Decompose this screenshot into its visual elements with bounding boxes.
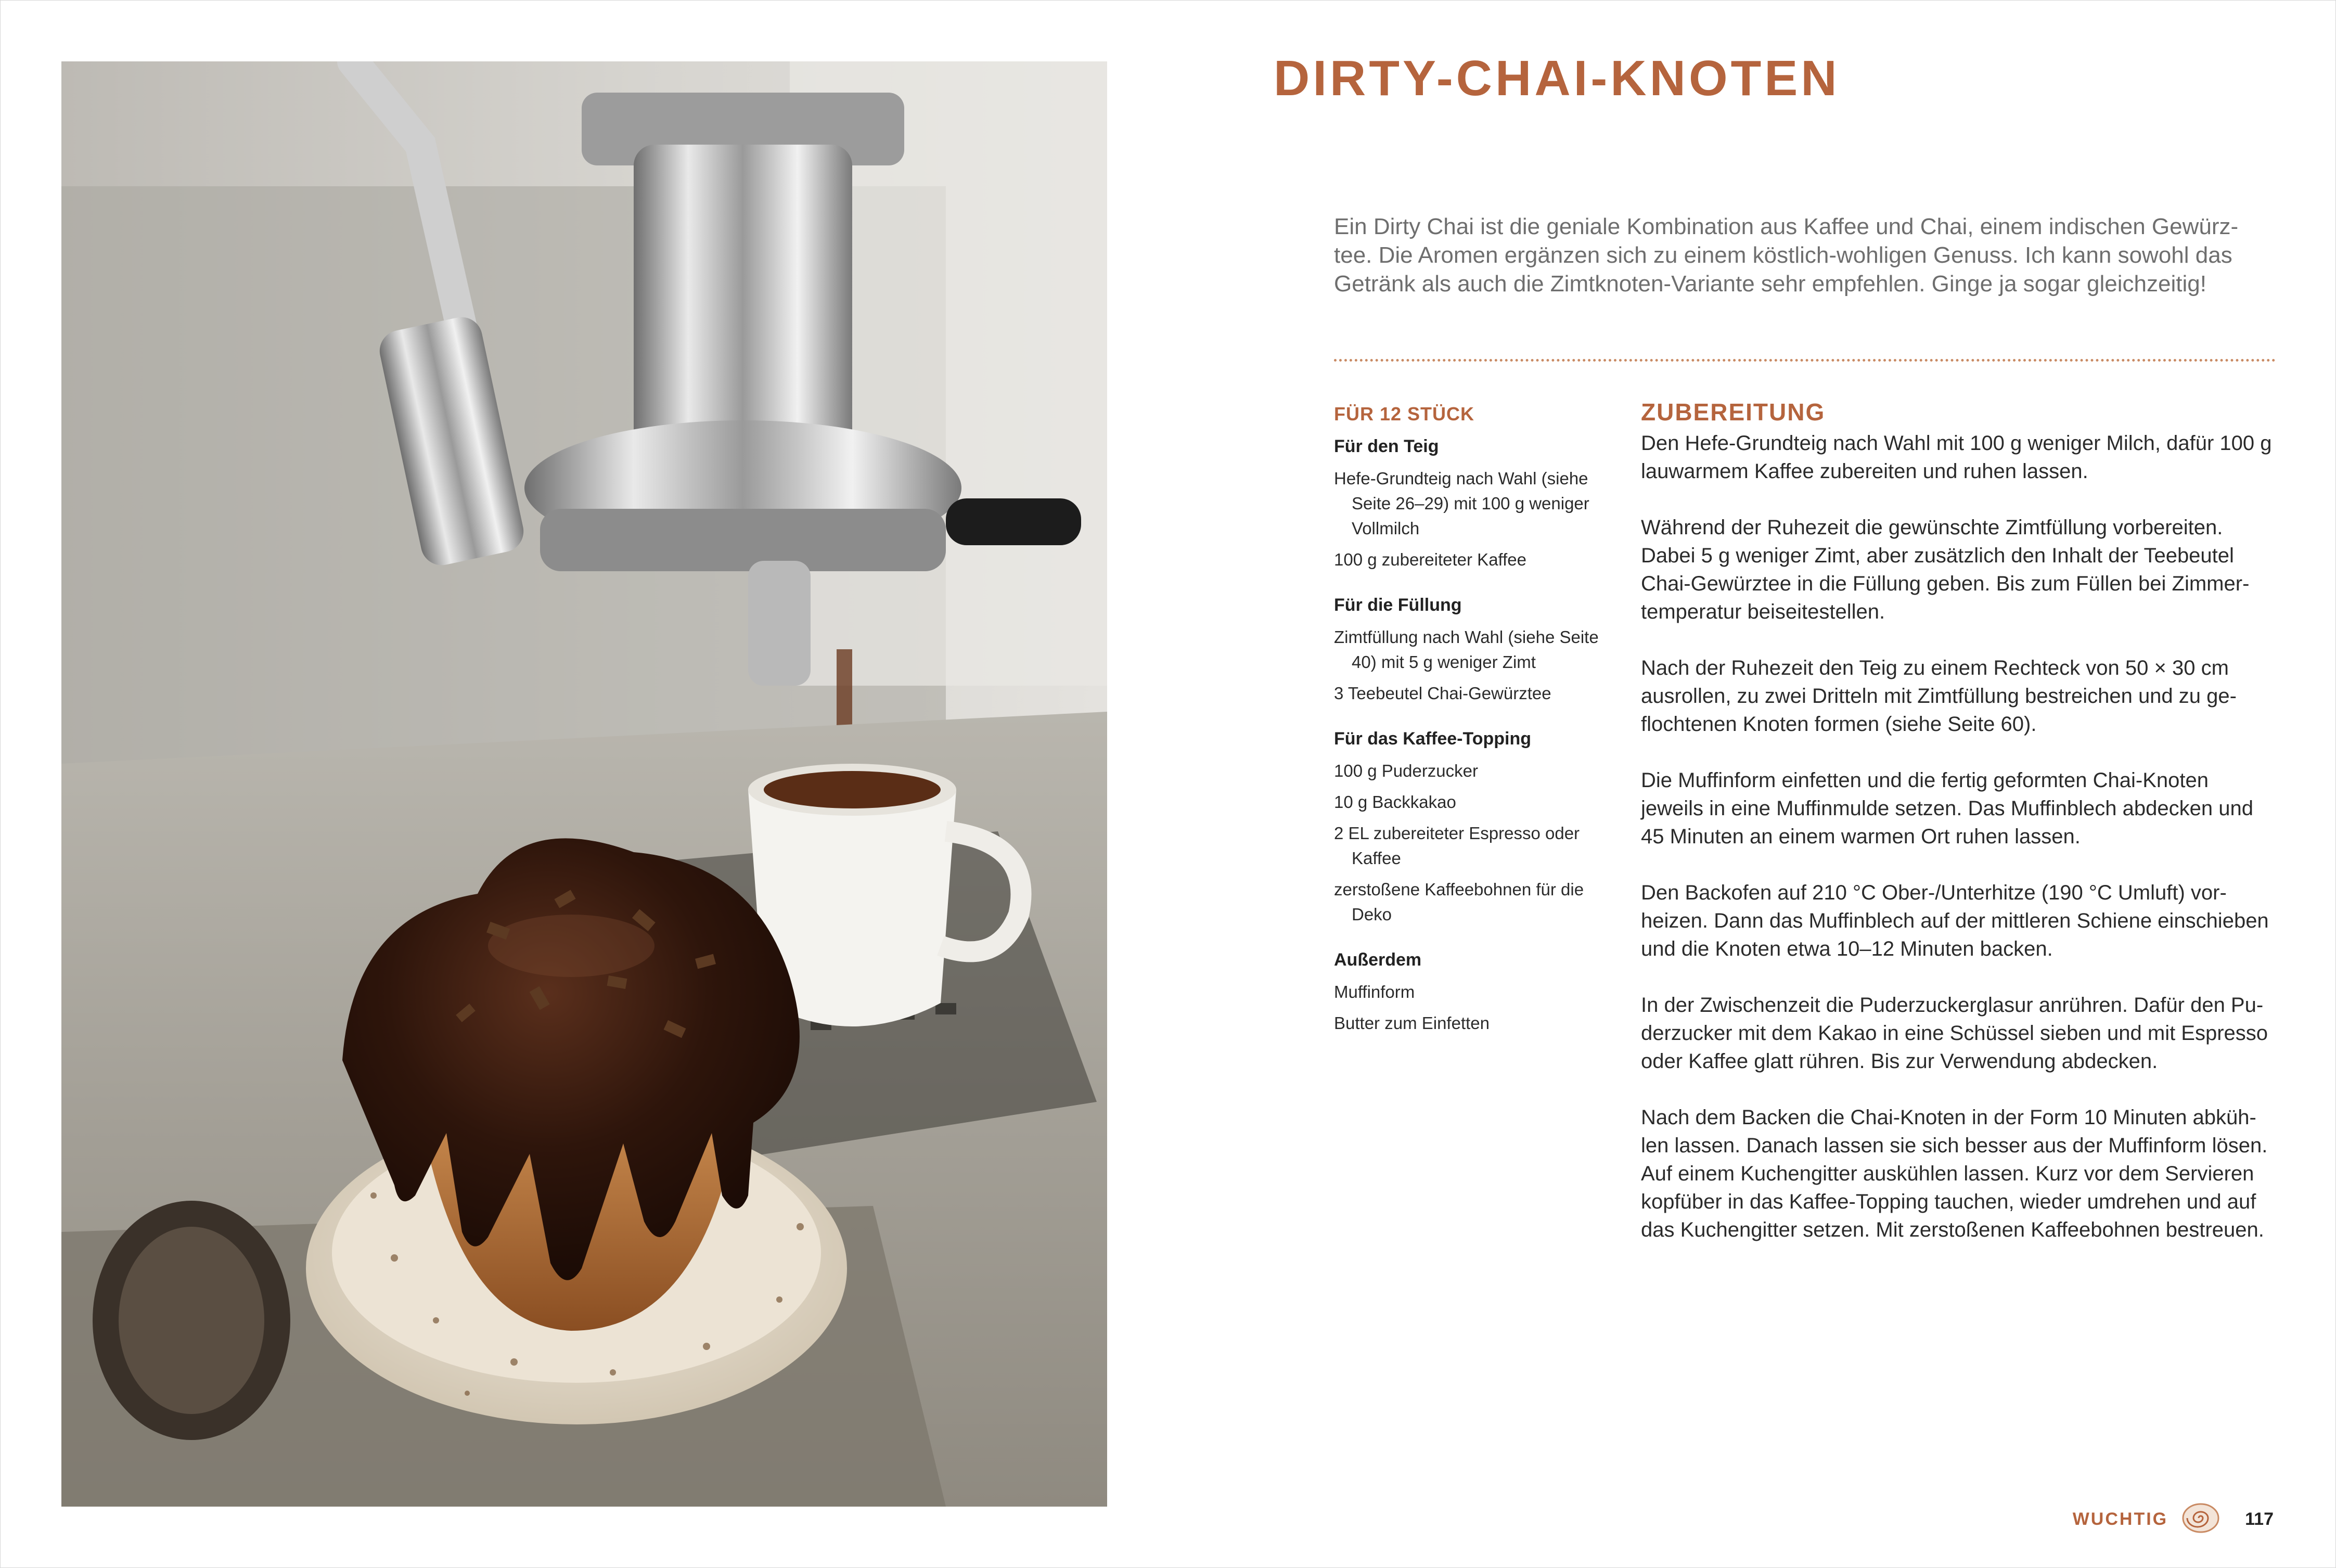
- ingredient-item: zerstoßene Kaffeebohnen für die Deko: [1334, 880, 1584, 924]
- recipe-title: DIRTY-CHAI-KNOTEN: [1274, 50, 1840, 106]
- recipe-photo: [61, 61, 1107, 1507]
- ingredient-item: Hefe-Grundteig nach Wahl (siehe Seite 26–29) mit 100 g weniger Vollmilch: [1334, 469, 1589, 538]
- preparation-heading: ZUBEREITUNG: [1641, 399, 1826, 426]
- ingredient-group-title: Für das Kaffee-Topping: [1334, 729, 1532, 749]
- ingredient-item: 2 EL zubereiteter Espresso oder Kaffee: [1334, 824, 1580, 868]
- cinnamon-roll-icon: [2181, 1502, 2220, 1536]
- page-footer: [2073, 1502, 2274, 1536]
- preparation-step: Nach dem Backen die Chai-Knoten in der Form 10 Minuten abkühlen lassen. Danach lassen sie sich besser aus der Muffinform lösen. Auf einem Kuchengitter auskühlen lassen. Kurz vor dem Servieren kopfüber in das Kaffee-Topping tauchen, wieder umdrehen und auf das Kuchengitter setzen. Mit zerstoßenen Kaffeebohnen bestreuen.: [1641, 1106, 2268, 1241]
- preparation-step: Die Muffinform einfetten und die fertig geformten Chai-Knoten jeweils in eine Muffinmulde setzen. Das Muffinblech abdecken und 45 Minuten an einem warmen Ort ruhen lassen.: [1641, 769, 2253, 848]
- ingredient-item: 3 Teebeutel Chai-Gewürztee: [1334, 684, 1551, 703]
- ingredient-group-title: Außerdem: [1334, 950, 1422, 970]
- servings-heading: FÜR 12 STÜCK: [1334, 403, 1475, 425]
- ingredient-item: 10 g Backkakao: [1334, 792, 1456, 812]
- ingredients-column: [1334, 403, 1615, 1059]
- page-number: 117: [2245, 1509, 2274, 1529]
- ingredient-group-extras: [1334, 950, 1615, 1036]
- ingredient-item: 100 g zubereiteter Kaffee: [1334, 550, 1526, 569]
- preparation-step: Nach der Ruhezeit den Teig zu einem Rechteck von 50 × 30 cm ausrollen, zu zwei Dritteln mit Zimtfüllung bestreichen und zu geflochtenen Knoten formen (siehe Seite 60).: [1641, 657, 2237, 736]
- preparation-step: Während der Ruhezeit die gewünschte Zimtfüllung vorbereiten. Dabei 5 g weniger Zimt, aber zusätzlich den Inhalt der Teebeutel Chai-Gewürztee in die Füllung geben. Bis zum Füllen bei Zimmertemperatur beiseitestellen.: [1641, 516, 2250, 623]
- preparation-step: Den Backofen auf 210 °C Ober-/Unterhitze (190 °C Umluft) vorheizen. Dann das Muffinblech auf der mittleren Schiene einschieben und die Knoten etwa 10–12 Minuten backen.: [1641, 881, 2269, 960]
- ingredient-item: Zimtfüllung nach Wahl (siehe Seite 40) mit 5 g weniger Zimt: [1334, 627, 1599, 672]
- ingredient-group-title: Für die Füllung: [1334, 595, 1462, 615]
- section-label: WUCHTIG: [2072, 1509, 2168, 1529]
- ingredient-item: 100 g Puderzucker: [1334, 761, 1479, 780]
- dotted-divider: [1334, 359, 2276, 362]
- preparation-step: Den Hefe-Grundteig nach Wahl mit 100 g weniger Milch, dafür 100 g lauwarmem Kaffee zubereiten und ruhen lassen.: [1641, 432, 2272, 483]
- ingredient-group-title: Für den Teig: [1334, 436, 1439, 456]
- ingredient-group-dough: [1334, 436, 1615, 572]
- preparation-step: In der Zwischenzeit die Puderzuckerglasur anrühren. Dafür den Puderzucker mit dem Kakao in eine Schüssel sieben und mit Espresso oder Kaffee glatt rühren. Bis zur Verwendung abdecken.: [1641, 994, 2268, 1073]
- ingredient-group-topping: [1334, 729, 1615, 927]
- preparation-column: [1641, 398, 2273, 1272]
- ingredient-item: Butter zum Einfetten: [1334, 1013, 1490, 1033]
- recipe-intro: Ein Dirty Chai ist die geniale Kombination aus Kaffee und Chai, einem indischen Gewürztee. Die Aromen ergänzen sich zu einem köstlich-wohligen Genuss. Ich kann sowohl das Getränk als auch die Zimtknoten-Variante sehr empfehlen. Ginge ja sogar gleichzeitig!: [1334, 214, 2239, 297]
- ingredient-item: Muffinform: [1334, 982, 1415, 1001]
- ingredient-group-filling: [1334, 595, 1615, 706]
